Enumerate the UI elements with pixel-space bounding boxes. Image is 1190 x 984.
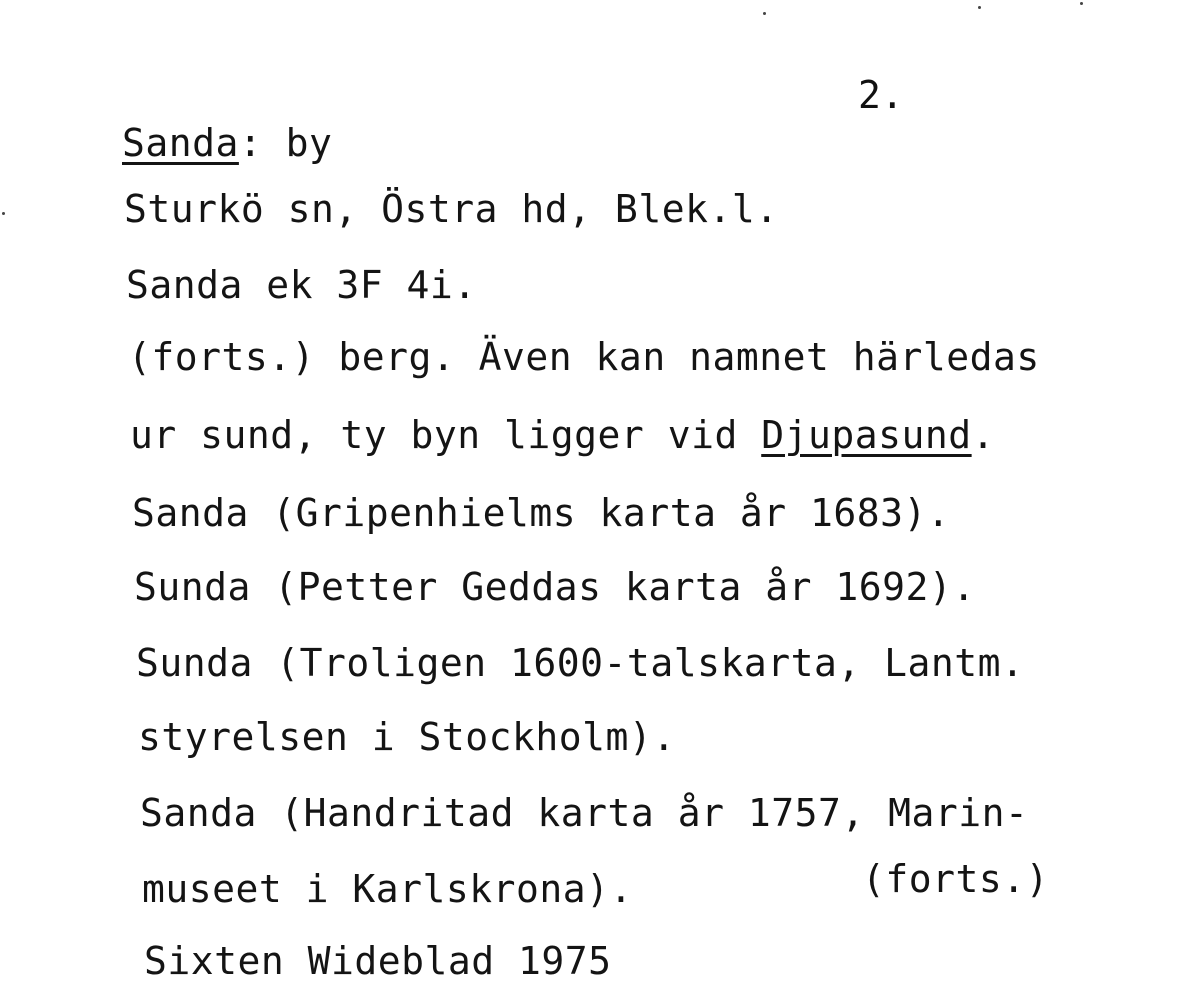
place-name: Sanda: [122, 121, 239, 165]
body-line-4: Sunda (Petter Geddas karta år 1692).: [134, 565, 976, 609]
paper-speck: [2, 212, 5, 215]
paper-speck: [763, 12, 766, 15]
signature-line: Sixten Wideblad 1975: [144, 939, 612, 983]
body-line-1: (forts.) berg. Även kan namnet härledas: [128, 335, 1040, 379]
body-line-3: Sanda (Gripenhielms karta år 1683).: [132, 491, 951, 535]
body-line-2-text: ur sund, ty byn ligger vid: [130, 413, 762, 457]
body-line-8-text: museet i Karlskrona).: [142, 867, 633, 911]
paper-speck: [978, 6, 981, 9]
continued-marker: (forts.): [862, 857, 1050, 901]
body-line-2-end: .: [971, 413, 996, 457]
body-line-5: Sunda (Troligen 1600-talskarta, Lantm.: [136, 641, 1025, 685]
map-reference-line: Sanda ek 3F 4i.: [126, 263, 477, 307]
body-line-2: [130, 412, 995, 458]
location-line: Sturkö sn, Östra hd, Blek.l.: [124, 187, 779, 231]
body-line-6: styrelsen i Stockholm).: [138, 715, 676, 759]
place-type: : by: [238, 121, 333, 165]
body-line-8: [142, 866, 633, 912]
body-line-7: Sanda (Handritad karta år 1757, Marin-: [140, 791, 1029, 835]
djupasund-reference: Djupasund: [761, 413, 972, 457]
paper-speck: [1080, 2, 1083, 5]
header-line: [122, 120, 332, 166]
page-number: 2.: [858, 73, 904, 117]
